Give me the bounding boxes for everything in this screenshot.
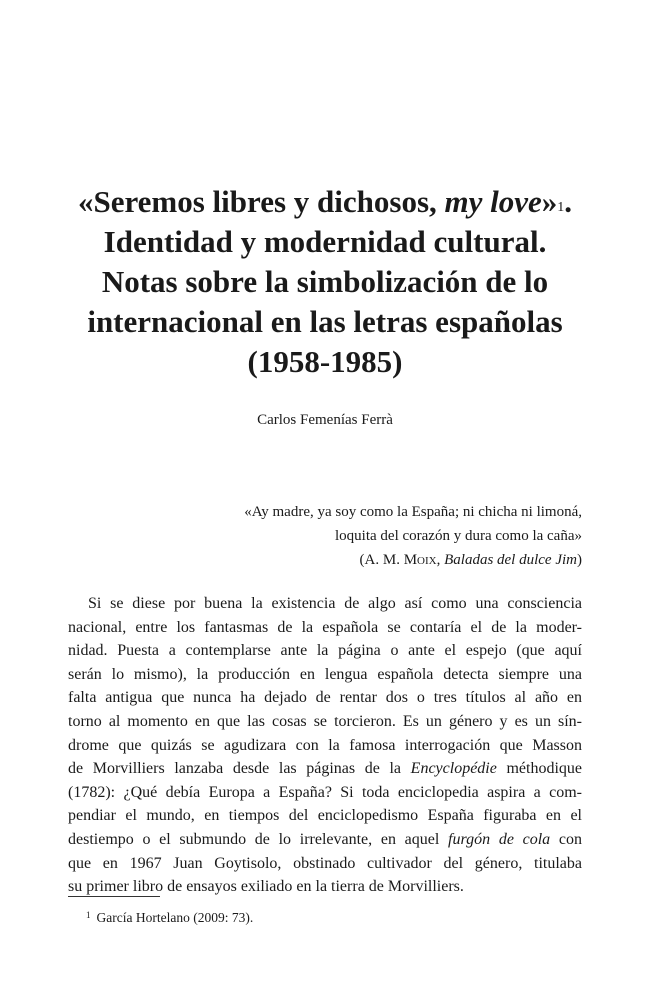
body-line: falta antigua que nunca ha dejado de rentar dos o tres títulos al año en — [68, 689, 582, 707]
body-line — [68, 828, 582, 852]
citation-author: Moix — [403, 552, 437, 568]
epigraph-line-2: loquita del corazón y dura como la caña» — [335, 528, 582, 544]
body-line: (1782): ¿Qué debía Europa a España? Si toda enciclopedia aspira a com- — [68, 783, 582, 801]
body-italic: furgón de cola — [448, 830, 551, 848]
title-text: «Seremos libres y dichosos, — [77, 184, 445, 219]
title-line-3: Notas sobre la simbolización de lo — [101, 264, 549, 299]
citation-work: Baladas del dulce Jim — [444, 552, 577, 568]
citation-text: (A. M. — [359, 552, 404, 568]
epigraph — [244, 500, 582, 572]
chapter-title — [60, 182, 590, 382]
body-line: serán lo mismo), la producción en lengua española detecta siempre una — [68, 665, 582, 683]
title-line-1 — [60, 182, 590, 222]
body-italic: Encyclopédie — [410, 760, 497, 778]
body-line: Si se diese por buena la existencia de algo así como una consciencia — [88, 595, 582, 612]
citation-text: ) — [577, 552, 582, 568]
citation-text: , — [436, 552, 445, 568]
body-text: con — [550, 830, 582, 848]
body-line: nidad. Puesta a contemplarse ante la página o ante el espejo (que aquí — [68, 642, 582, 660]
body-line: pendiar el mundo, en tiempos del enciclopedismo España figuraba en el — [68, 807, 582, 825]
body-line: torno al momento en que las cosas se torcieron. Es un género y es un sín- — [68, 712, 582, 730]
body-paragraph — [68, 592, 582, 899]
title-text: » — [541, 184, 558, 219]
title-italic: my love — [444, 184, 542, 219]
body-text: destiempo o el submundo de lo irrelevante, en aquel — [68, 830, 449, 848]
footnote — [86, 910, 253, 926]
footnote-rule — [68, 896, 160, 897]
footnote-marker: 1 — [557, 200, 565, 215]
title-line-5: (1958-1985) — [247, 344, 403, 379]
body-line: nacional, entre los fantasmas de la española se contaría el de la moder- — [68, 618, 582, 636]
title-line-2: Identidad y modernidad cultural. — [103, 224, 547, 259]
body-line: que en 1967 Juan Goytisolo, obstinado cultivador del género, titulaba — [68, 854, 582, 872]
body-line: drome que quizás se agudizara con la famosa interrogación que Masson — [68, 736, 582, 754]
epigraph-line-1: «Ay madre, ya soy como la España; ni chicha ni limoná, — [244, 504, 582, 520]
epigraph-citation — [244, 548, 582, 572]
body-line — [68, 757, 582, 781]
body-text: méthodique — [496, 760, 583, 778]
body-text: de Morvilliers lanzaba desde las páginas de la — [68, 760, 411, 778]
title-text: . — [564, 184, 573, 219]
footnote-number: 1 — [86, 910, 91, 920]
body-line: su primer libro de ensayos exiliado en la tierra de Morvilliers. — [68, 878, 464, 896]
title-line-4: internacional en las letras españolas — [87, 304, 563, 339]
author-name: Carlos Femenías Ferrà — [257, 412, 393, 428]
footnote-text: García Hortelano (2009: 73). — [96, 910, 254, 925]
